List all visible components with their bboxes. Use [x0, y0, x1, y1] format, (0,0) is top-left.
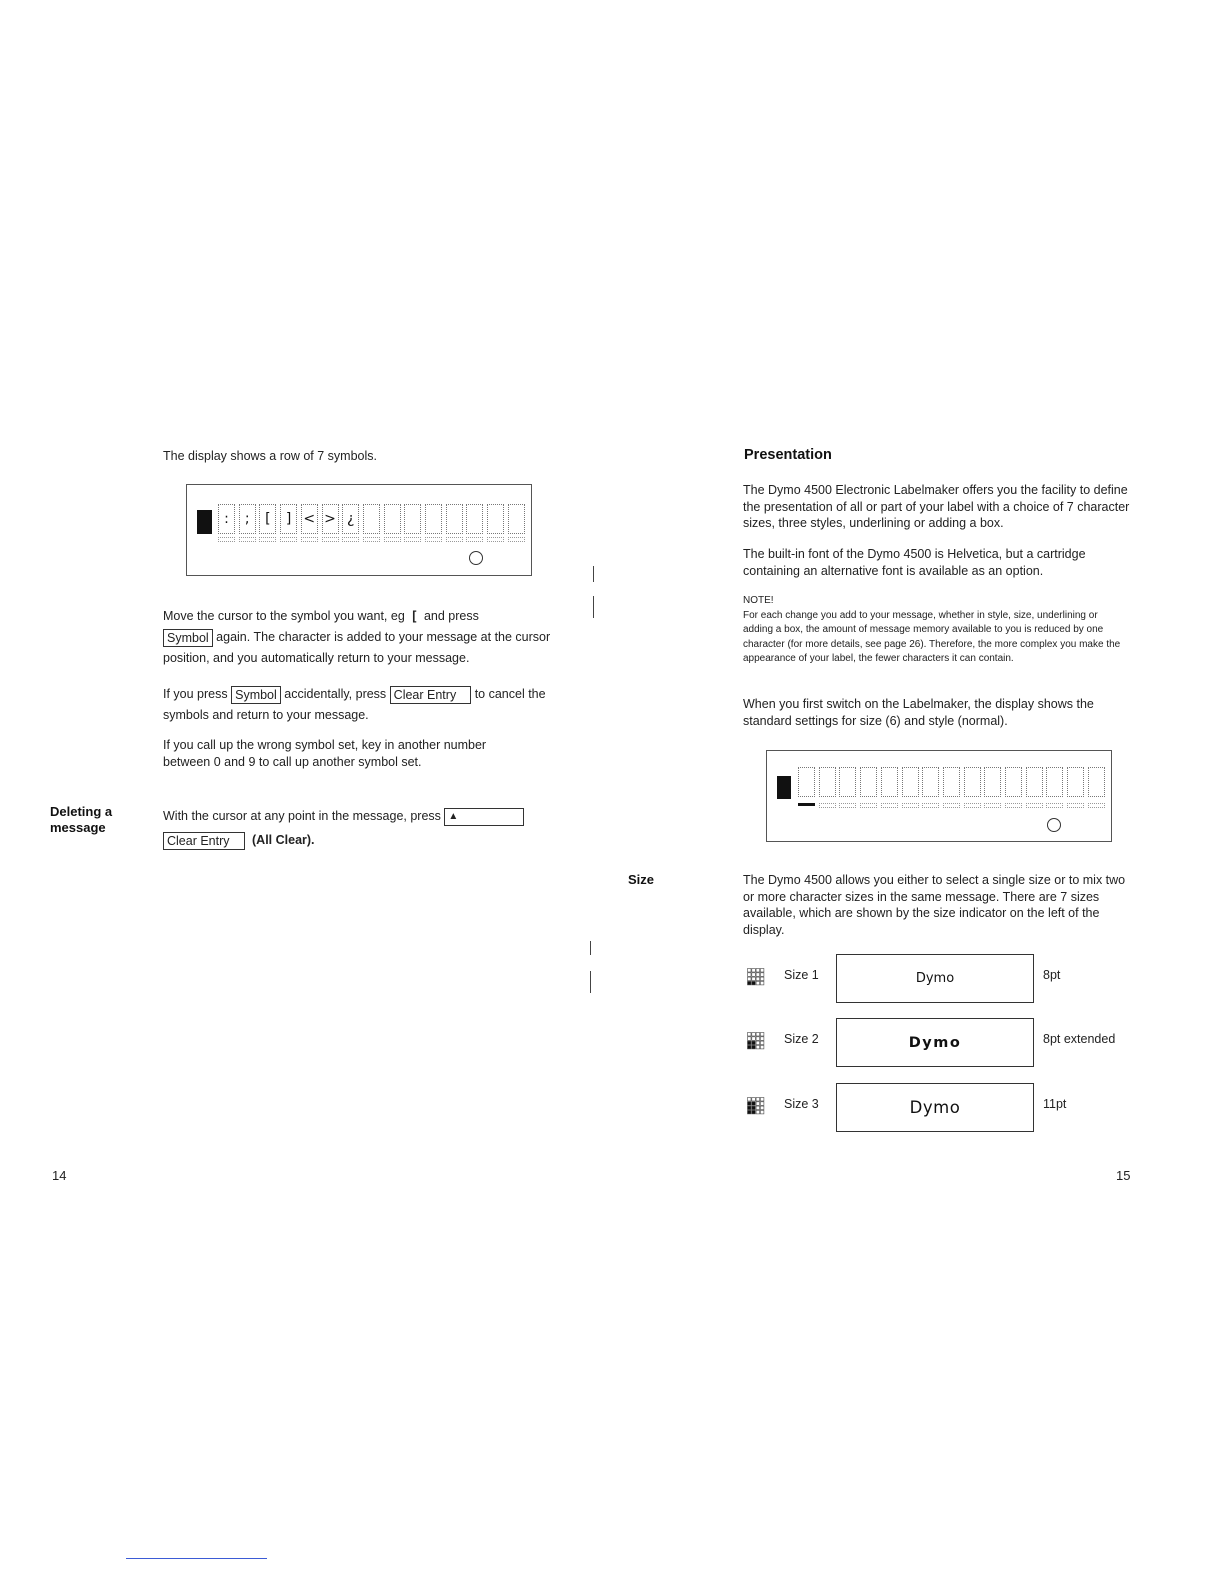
text: If you press	[163, 687, 228, 701]
empty-cell	[819, 767, 836, 797]
empty-cell	[1026, 767, 1043, 797]
underline-segment	[839, 803, 856, 808]
paragraph-wrong-set: If you call up the wrong symbol set, key in another number between 0 and 9 to call up another symbol set.	[163, 738, 487, 769]
empty-cell	[943, 767, 960, 797]
empty-cell	[425, 504, 442, 534]
empty-cell	[1088, 767, 1105, 797]
bracket-symbol: [	[412, 609, 417, 623]
size-side-heading: Size	[628, 872, 655, 887]
clear-entry-key: Clear Entry	[390, 686, 472, 704]
symbol-cell: ¿	[342, 504, 359, 534]
paragraph-standard-settings: When you first switch on the Labelmaker, the display shows the standard settings for size (6) and style (normal).	[743, 697, 1094, 728]
all-clear-text: (All Clear).	[252, 833, 315, 847]
text: and press	[423, 609, 479, 623]
paragraph-move-cursor	[163, 606, 553, 669]
binding-mark	[593, 596, 594, 618]
lcd-display-standard	[766, 750, 1112, 842]
size-description: 8pt	[1043, 968, 1061, 982]
empty-cell	[1046, 767, 1063, 797]
underline-segment	[1026, 803, 1043, 808]
empty-cell	[466, 504, 483, 534]
underline-segment	[943, 803, 960, 808]
empty-cell	[384, 504, 401, 534]
underline-segment	[363, 537, 380, 542]
cursor-block	[197, 510, 212, 534]
text: to cancel the symbols and return to your message.	[163, 687, 546, 722]
label-sample-box	[836, 954, 1034, 1003]
text: Move the cursor to the symbol you want, eg	[163, 609, 405, 623]
text: accidentally, press	[284, 687, 387, 701]
symbol-cell: ;	[239, 504, 256, 534]
symbol-key: Symbol	[231, 686, 281, 704]
label-sample-box	[836, 1083, 1034, 1132]
size-indicator-icon	[747, 1097, 765, 1115]
underline-segment	[922, 803, 939, 808]
note-title: NOTE!	[743, 595, 774, 606]
note-body: For each change you add to your message, whether in style, size, underlining or adding a box, the amount of message memory available to you is reduced by one character (for more details, see page 26). Therefore, the more complex you make the appearance of your label, the fewer characters it can contain.	[743, 609, 1121, 664]
underline-segment	[487, 537, 504, 542]
lcd-display-symbols	[186, 484, 532, 576]
underline-segment	[446, 537, 463, 542]
page-number-left: 14	[52, 1168, 67, 1183]
empty-cell	[881, 767, 898, 797]
underline-segment	[1005, 803, 1022, 808]
underline-segment	[508, 537, 525, 542]
underline-segment	[902, 803, 919, 808]
empty-cell	[984, 767, 1001, 797]
indicator-circle-icon	[1047, 818, 1061, 832]
underline-segment	[280, 537, 297, 542]
underline-segment	[1046, 803, 1063, 808]
presentation-heading: Presentation	[744, 447, 832, 463]
underline-segment	[259, 537, 276, 542]
indicator-circle-icon	[469, 551, 483, 565]
size-description: 8pt extended	[1043, 1032, 1116, 1046]
underline-segment	[881, 803, 898, 808]
underline-segment	[342, 537, 359, 542]
size-indicator-icon	[747, 968, 765, 986]
empty-cell	[487, 504, 504, 534]
text: again. The character is added to your message at the cursor position, and you automatically return to your message.	[163, 630, 551, 665]
symbol-cell: :	[218, 504, 235, 534]
symbol-cell: [	[259, 504, 276, 534]
symbol-key: Symbol	[163, 629, 213, 647]
empty-cell	[1067, 767, 1084, 797]
clear-entry-key: Clear Entry	[163, 832, 245, 850]
underline-segment	[984, 803, 1001, 808]
up-arrow-key: ▲	[444, 808, 524, 826]
empty-cell	[363, 504, 380, 534]
underline-segment	[218, 537, 235, 542]
underline-segment	[466, 537, 483, 542]
size-name: Size 3	[784, 1097, 819, 1111]
cursor-block	[777, 776, 791, 799]
size-description: 11pt	[1043, 1097, 1067, 1111]
paragraph-cancel	[163, 684, 553, 726]
empty-cell	[922, 767, 939, 797]
underline-segment	[301, 537, 318, 542]
label-sample-text: Dymo	[908, 1034, 962, 1051]
underline-segment	[860, 803, 877, 808]
symbol-cell: >	[322, 504, 339, 534]
underline-segment	[404, 537, 421, 542]
underline-segment	[819, 803, 836, 808]
intro-text: The display shows a row of 7 symbols.	[163, 449, 377, 463]
underline-segment	[425, 537, 442, 542]
label-sample-box	[836, 1018, 1034, 1067]
empty-cell	[964, 767, 981, 797]
label-sample-text: Dymo	[915, 971, 955, 986]
empty-cell	[860, 767, 877, 797]
size-name: Size 1	[784, 968, 819, 982]
size-indicator-icon	[747, 1032, 765, 1050]
empty-cell	[798, 767, 815, 797]
underline-segment	[384, 537, 401, 542]
heading-line: Deleting a	[50, 804, 113, 819]
empty-cell	[839, 767, 856, 797]
empty-cell	[902, 767, 919, 797]
side-heading-deleting	[50, 804, 112, 836]
empty-cell	[404, 504, 421, 534]
underline-segment	[1088, 803, 1105, 808]
empty-cell	[446, 504, 463, 534]
symbol-cell: <	[301, 504, 318, 534]
binding-mark	[590, 941, 591, 955]
paragraph-presentation: The Dymo 4500 Electronic Labelmaker offers you the facility to define the presentation of all or part of your label with a choice of 7 character sizes, three styles, underlining or adding a box.	[743, 483, 1130, 530]
binding-mark	[593, 566, 594, 582]
label-sample-text: Dymo	[909, 1098, 961, 1117]
underline-segment	[322, 537, 339, 542]
paragraph-font: The built-in font of the Dymo 4500 is Helvetica, but a cartridge containing an alternative font is available as an option.	[743, 547, 1086, 578]
underline-segment	[964, 803, 981, 808]
empty-cell	[1005, 767, 1022, 797]
underline-segment	[1067, 803, 1084, 808]
binding-mark	[590, 971, 591, 993]
size-name: Size 2	[784, 1032, 819, 1046]
page-number-right: 15	[1116, 1168, 1131, 1183]
empty-cell	[508, 504, 525, 534]
paragraph-delete	[163, 804, 563, 852]
active-underline-segment	[798, 803, 815, 806]
note-block	[743, 594, 1128, 667]
underline-segment	[239, 537, 256, 542]
heading-line: message	[50, 820, 106, 835]
paragraph-size: The Dymo 4500 allows you either to select a single size or to mix two or more character sizes in the same message. There are 7 sizes available, which are shown by the size indicator on the left of the display.	[743, 873, 1126, 937]
bottom-rule	[126, 1558, 267, 1559]
symbol-cell: ]	[280, 504, 297, 534]
text: With the cursor at any point in the message, press	[163, 809, 441, 823]
